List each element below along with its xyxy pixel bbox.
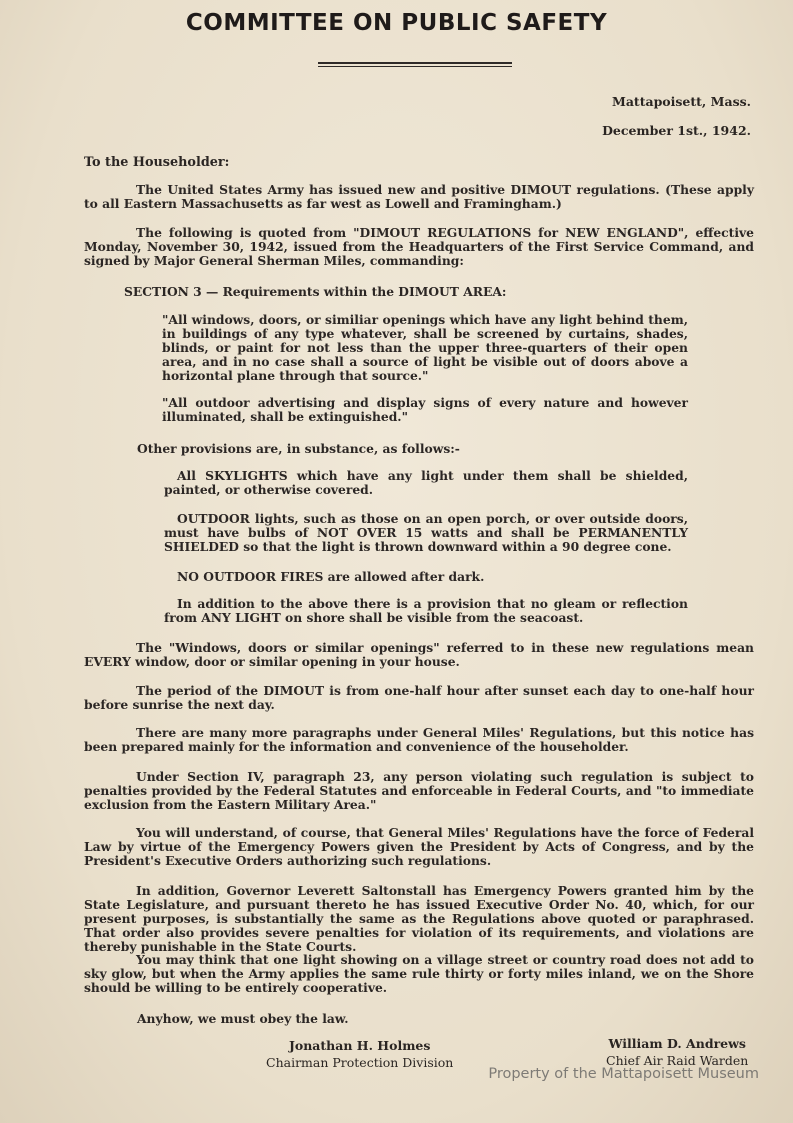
signature-left-name: Jonathan H. Holmes — [288, 1038, 431, 1053]
signature-right-role: Chief Air Raid Warden — [606, 1053, 749, 1068]
signature-right-name: William D. Andrews — [608, 1036, 746, 1051]
quote-1: "All windows, doors, or similiar openings which have any light behind them, in buildings of any type whatever, shall be screened by curtains, shades, blinds, or paint for not less than the upper three-quarters of their open area, and in no case shall a source of light be visible out of doors above a horizontal plane through that source." — [162, 312, 688, 383]
paragraph-4: The period of the DIMOUT is from one-half hour after sunset each day to one-half hour before sunrise the next day. — [84, 683, 754, 712]
paragraph-8: In addition, Governor Leverett Saltonstall has Emergency Powers granted him by the State Legislature, and pursuant thereto he has issued Executive Order No. 40, which, for our present purposes, is substantially the same as the Regulations above quoted or paraphrased. That order also provides severe penalties for violation of its requirements, and violations are thereby punishable in the State Courts. — [84, 883, 754, 954]
closing-line: Anyhow, we must obey the law. — [137, 1011, 349, 1026]
provision-outdoor-fires: NO OUTDOOR FIRES are allowed after dark. — [177, 569, 485, 584]
other-provisions-heading: Other provisions are, in substance, as follows:- — [137, 441, 460, 456]
title-rule-thin — [318, 66, 512, 67]
paragraph-5: There are many more paragraphs under General Miles' Regulations, but this notice has been prepared mainly for the information and convenience of the householder. — [84, 725, 754, 754]
provision-skylights: All SKYLIGHTS which have any light under them shall be shielded, painted, or otherwise covered. — [164, 468, 688, 497]
date-line: December 1st., 1942. — [602, 123, 751, 138]
museum-watermark: Property of the Mattapoisett Museum — [488, 1066, 759, 1082]
provision-gleam: In addition to the above there is a provision that no gleam or reflection from ANY LIGHT on shore shall be visible from the seacoast. — [164, 596, 688, 625]
paragraph-9: You may think that one light showing on a village street or country road does not add to sky glow, but when the Army applies the same rule thirty or forty miles inland, we on the Shore should be willing to be entirely cooperative. — [84, 952, 754, 995]
section-heading: SECTION 3 — Requirements within the DIMOUT AREA: — [124, 284, 507, 299]
provision-outdoor-lights: OUTDOOR lights, such as those on an open porch, or over outside doors, must have bulbs of NOT OVER 15 watts and shall be PERMANENTLY SHIELDED so that the light is thrown downward within a 90 degree cone. — [164, 511, 688, 554]
signature-left-role: Chairman Protection Division — [266, 1055, 454, 1070]
quote-2: "All outdoor advertising and display signs of every nature and however illuminated, shall be extinguished." — [162, 395, 688, 424]
paragraph-7: You will understand, of course, that General Miles' Regulations have the force of Federal Law by virtue of the Emergency Powers given the President by Acts of Congress, and by the President's Executive Orders authorizing such regulations. — [84, 825, 754, 868]
signature-left — [266, 1038, 453, 1070]
paragraph-3: The "Windows, doors or similar openings" referred to in these new regulations mean EVERY window, door or similar opening in your house. — [84, 640, 754, 669]
paragraph-2: The following is quoted from "DIMOUT REGULATIONS for NEW ENGLAND", effective Monday, November 30, 1942, issued from the Headquarters of the First Service Command, and signed by Major General Sherman Miles, commanding: — [84, 225, 754, 268]
place-line: Mattapoisett, Mass. — [611, 94, 751, 109]
signature-right — [606, 1036, 748, 1068]
document-title: COMMITTEE ON PUBLIC SAFETY — [185, 10, 608, 36]
paragraph-1: The United States Army has issued new and positive DIMOUT regulations. (These apply to all Eastern Massachusetts as far west as Lowell and Framingham.) — [84, 182, 754, 211]
salutation: To the Householder: — [84, 155, 230, 170]
title-rule-thick — [318, 62, 512, 64]
paragraph-6: Under Section IV, paragraph 23, any person violating such regulation is subject to penalties provided by the Federal Statutes and enforceable in Federal Courts, and "to immediate exclusion from the Eastern Military Area." — [84, 769, 754, 812]
